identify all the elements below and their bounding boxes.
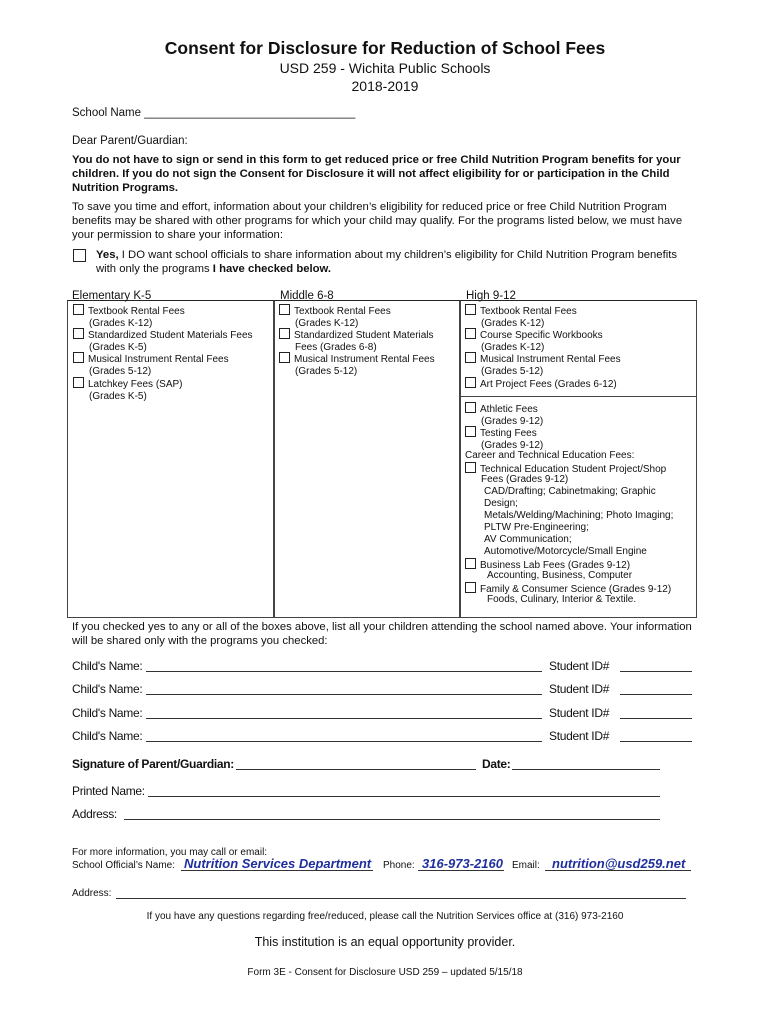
high-checkbox[interactable] <box>465 304 476 315</box>
elem-item: Latchkey Fees (SAP) (Grades K-5) <box>73 377 182 403</box>
middle-item: Musical Instrument Rental Fees (Grades 5-12) <box>279 352 435 378</box>
address-label: Address: <box>72 807 117 821</box>
career-biz-item: Business Lab Fees (Grades 9-12) <box>465 558 630 572</box>
school-name-field[interactable]: School Name _________________________________ <box>72 107 356 119</box>
child-name-field[interactable] <box>146 694 542 695</box>
middle-item: Textbook Rental Fees (Grades K-12) <box>279 304 391 330</box>
email-underline <box>545 870 691 871</box>
career-tech-checkbox[interactable] <box>465 462 476 473</box>
high-checkbox[interactable] <box>465 402 476 413</box>
elem-checkbox[interactable] <box>73 352 84 363</box>
more-info-text: For more information, you may call or email: <box>72 847 268 858</box>
consent-line-2 <box>96 262 331 276</box>
official-name-underline <box>181 870 373 871</box>
date-field[interactable] <box>512 769 660 770</box>
intro-text: To save you time and effort, information about your children’s eligibility for reduced price or free Child Nutrition Program benefits may be shared with other programs for which your child may qualify. For the programs listed below, we must have your permission to share your information: <box>72 201 683 241</box>
student-id-label: Student ID# <box>549 659 610 673</box>
student-id-field[interactable] <box>620 694 692 695</box>
high-divider <box>459 396 696 397</box>
high-item: Athletic Fees (Grades 9-12) <box>465 402 543 428</box>
greeting: Dear Parent/Guardian: <box>72 135 188 147</box>
career-biz-detail: Accounting, Business, Computer <box>487 570 633 581</box>
career-tech-item: Technical Education Student Project/Shop <box>465 462 666 476</box>
high-checkbox[interactable] <box>465 377 476 388</box>
student-id-label: Student ID# <box>549 682 610 696</box>
email-value: nutrition@usd259.net <box>552 856 686 871</box>
form-title: Consent for Disclosure for Reduction of School Fees <box>164 38 606 58</box>
elem-item: Musical Instrument Rental Fees (Grades 5-12) <box>73 352 229 378</box>
high-checkbox[interactable] <box>465 328 476 339</box>
middle-checkbox[interactable] <box>279 352 290 363</box>
form-footer: Form 3E - Consent for Disclosure USD 259 – updated 5/15/18 <box>247 967 523 978</box>
elem-checkbox[interactable] <box>73 328 84 339</box>
phone-label: Phone: <box>383 860 415 871</box>
middle-checkbox[interactable] <box>279 328 290 339</box>
phone-value: 316-973-2160 <box>422 856 503 871</box>
child-name-field[interactable] <box>146 741 542 742</box>
consent-checkbox[interactable] <box>73 249 86 262</box>
student-id-label: Student ID# <box>549 706 610 720</box>
list-instructions: If you checked yes to any or all of the boxes above, list all your children attending the school named above. Your information will be shared only with the programs you checked: <box>72 621 692 647</box>
high-item: Textbook Rental Fees (Grades K-12) <box>465 304 577 330</box>
high-heading: High 9-12 <box>466 290 516 302</box>
consent-yes: Yes, <box>96 249 119 261</box>
student-id-label: Student ID# <box>549 729 610 743</box>
student-id-field[interactable] <box>620 741 692 742</box>
elem-checkbox[interactable] <box>73 377 84 388</box>
equal-opportunity-text: This institution is an equal opportunity provider. <box>254 935 516 949</box>
high-item: Testing Fees (Grades 9-12) <box>465 426 543 452</box>
elem-item: Textbook Rental Fees (Grades K-12) <box>73 304 185 330</box>
child-name-field[interactable] <box>146 718 542 719</box>
child-name-label: Child's Name: <box>72 682 143 696</box>
questions-text: If you have any questions regarding free/reduced, please call the Nutrition Services office at (316) 973-2160 <box>146 911 624 922</box>
high-checkbox[interactable] <box>465 352 476 363</box>
printed-name-label: Printed Name: <box>72 784 145 798</box>
signature-label: Signature of Parent/Guardian: <box>72 757 234 771</box>
official-name-value: Nutrition Services Department <box>184 856 372 871</box>
career-biz-checkbox[interactable] <box>465 558 476 569</box>
school-year: 2018-2019 <box>351 78 419 94</box>
official-name-label: School Official’s Name: <box>72 860 176 871</box>
middle-checkbox[interactable] <box>279 304 290 315</box>
consent-text-2: with only the programs <box>96 263 213 275</box>
date-label: Date: <box>482 757 511 771</box>
career-tech-detail: Automotive/Motorcycle/Small Engine <box>484 546 647 557</box>
child-name-label: Child's Name: <box>72 659 143 673</box>
consent-text: I DO want school officials to share information about my children’s eligibility for Child Nutrition Program benefits <box>118 249 678 261</box>
career-heading: Career and Technical Education Fees: <box>465 450 635 461</box>
notice-text: You do not have to sign or send in this form to get reduced price or free Child Nutrition Program benefits for your children. If you do not sign the Consent for Disclosure it will not affect eligibility for or participation in the Child Nutrition Programs. <box>72 154 681 194</box>
high-item: Musical Instrument Rental Fees (Grades 5-12) <box>465 352 621 378</box>
contact-address-field[interactable] <box>116 898 686 899</box>
student-id-field[interactable] <box>620 718 692 719</box>
district-name: USD 259 - Wichita Public Schools <box>279 60 491 76</box>
career-tech-detail: CAD/Drafting; Cabinetmaking; Graphic <box>484 486 656 497</box>
elem-item: Standardized Student Materials Fees (Grades K-5) <box>73 328 253 354</box>
middle-heading: Middle 6-8 <box>280 290 334 302</box>
student-id-field[interactable] <box>620 671 692 672</box>
child-name-field[interactable] <box>146 671 542 672</box>
high-checkbox[interactable] <box>465 426 476 437</box>
career-tech-detail: Fees (Grades 9-12) <box>481 474 569 485</box>
phone-underline <box>418 870 504 871</box>
email-label: Email: <box>512 860 540 871</box>
career-tech-detail: Metals/Welding/Machining; Photo Imaging; <box>484 510 674 521</box>
high-item: Art Project Fees (Grades 6-12) <box>465 377 617 391</box>
child-name-label: Child's Name: <box>72 706 143 720</box>
printed-name-field[interactable] <box>148 796 660 797</box>
signature-field[interactable] <box>236 769 476 770</box>
high-item: Course Specific Workbooks (Grades K-12) <box>465 328 603 354</box>
address-field[interactable] <box>124 819 660 820</box>
contact-address-label: Address: <box>72 888 112 899</box>
career-fcs-detail: Foods, Culinary, Interior & Textile. <box>487 594 637 605</box>
career-tech-detail: PLTW Pre-Engineering; <box>484 522 589 533</box>
career-tech-detail: Design; <box>484 498 518 509</box>
career-fcs-item: Family & Consumer Science (Grades 9-12) <box>465 582 671 596</box>
consent-line-1 <box>96 248 716 262</box>
middle-item: Standardized Student Materials Fees (Grades 6-8) <box>279 328 434 354</box>
career-tech-detail: AV Communication; <box>484 534 572 545</box>
elementary-heading: Elementary K-5 <box>72 290 152 302</box>
elem-checkbox[interactable] <box>73 304 84 315</box>
consent-text-2-bold: I have checked below. <box>212 263 332 275</box>
career-fcs-checkbox[interactable] <box>465 582 476 593</box>
child-name-label: Child's Name: <box>72 729 143 743</box>
